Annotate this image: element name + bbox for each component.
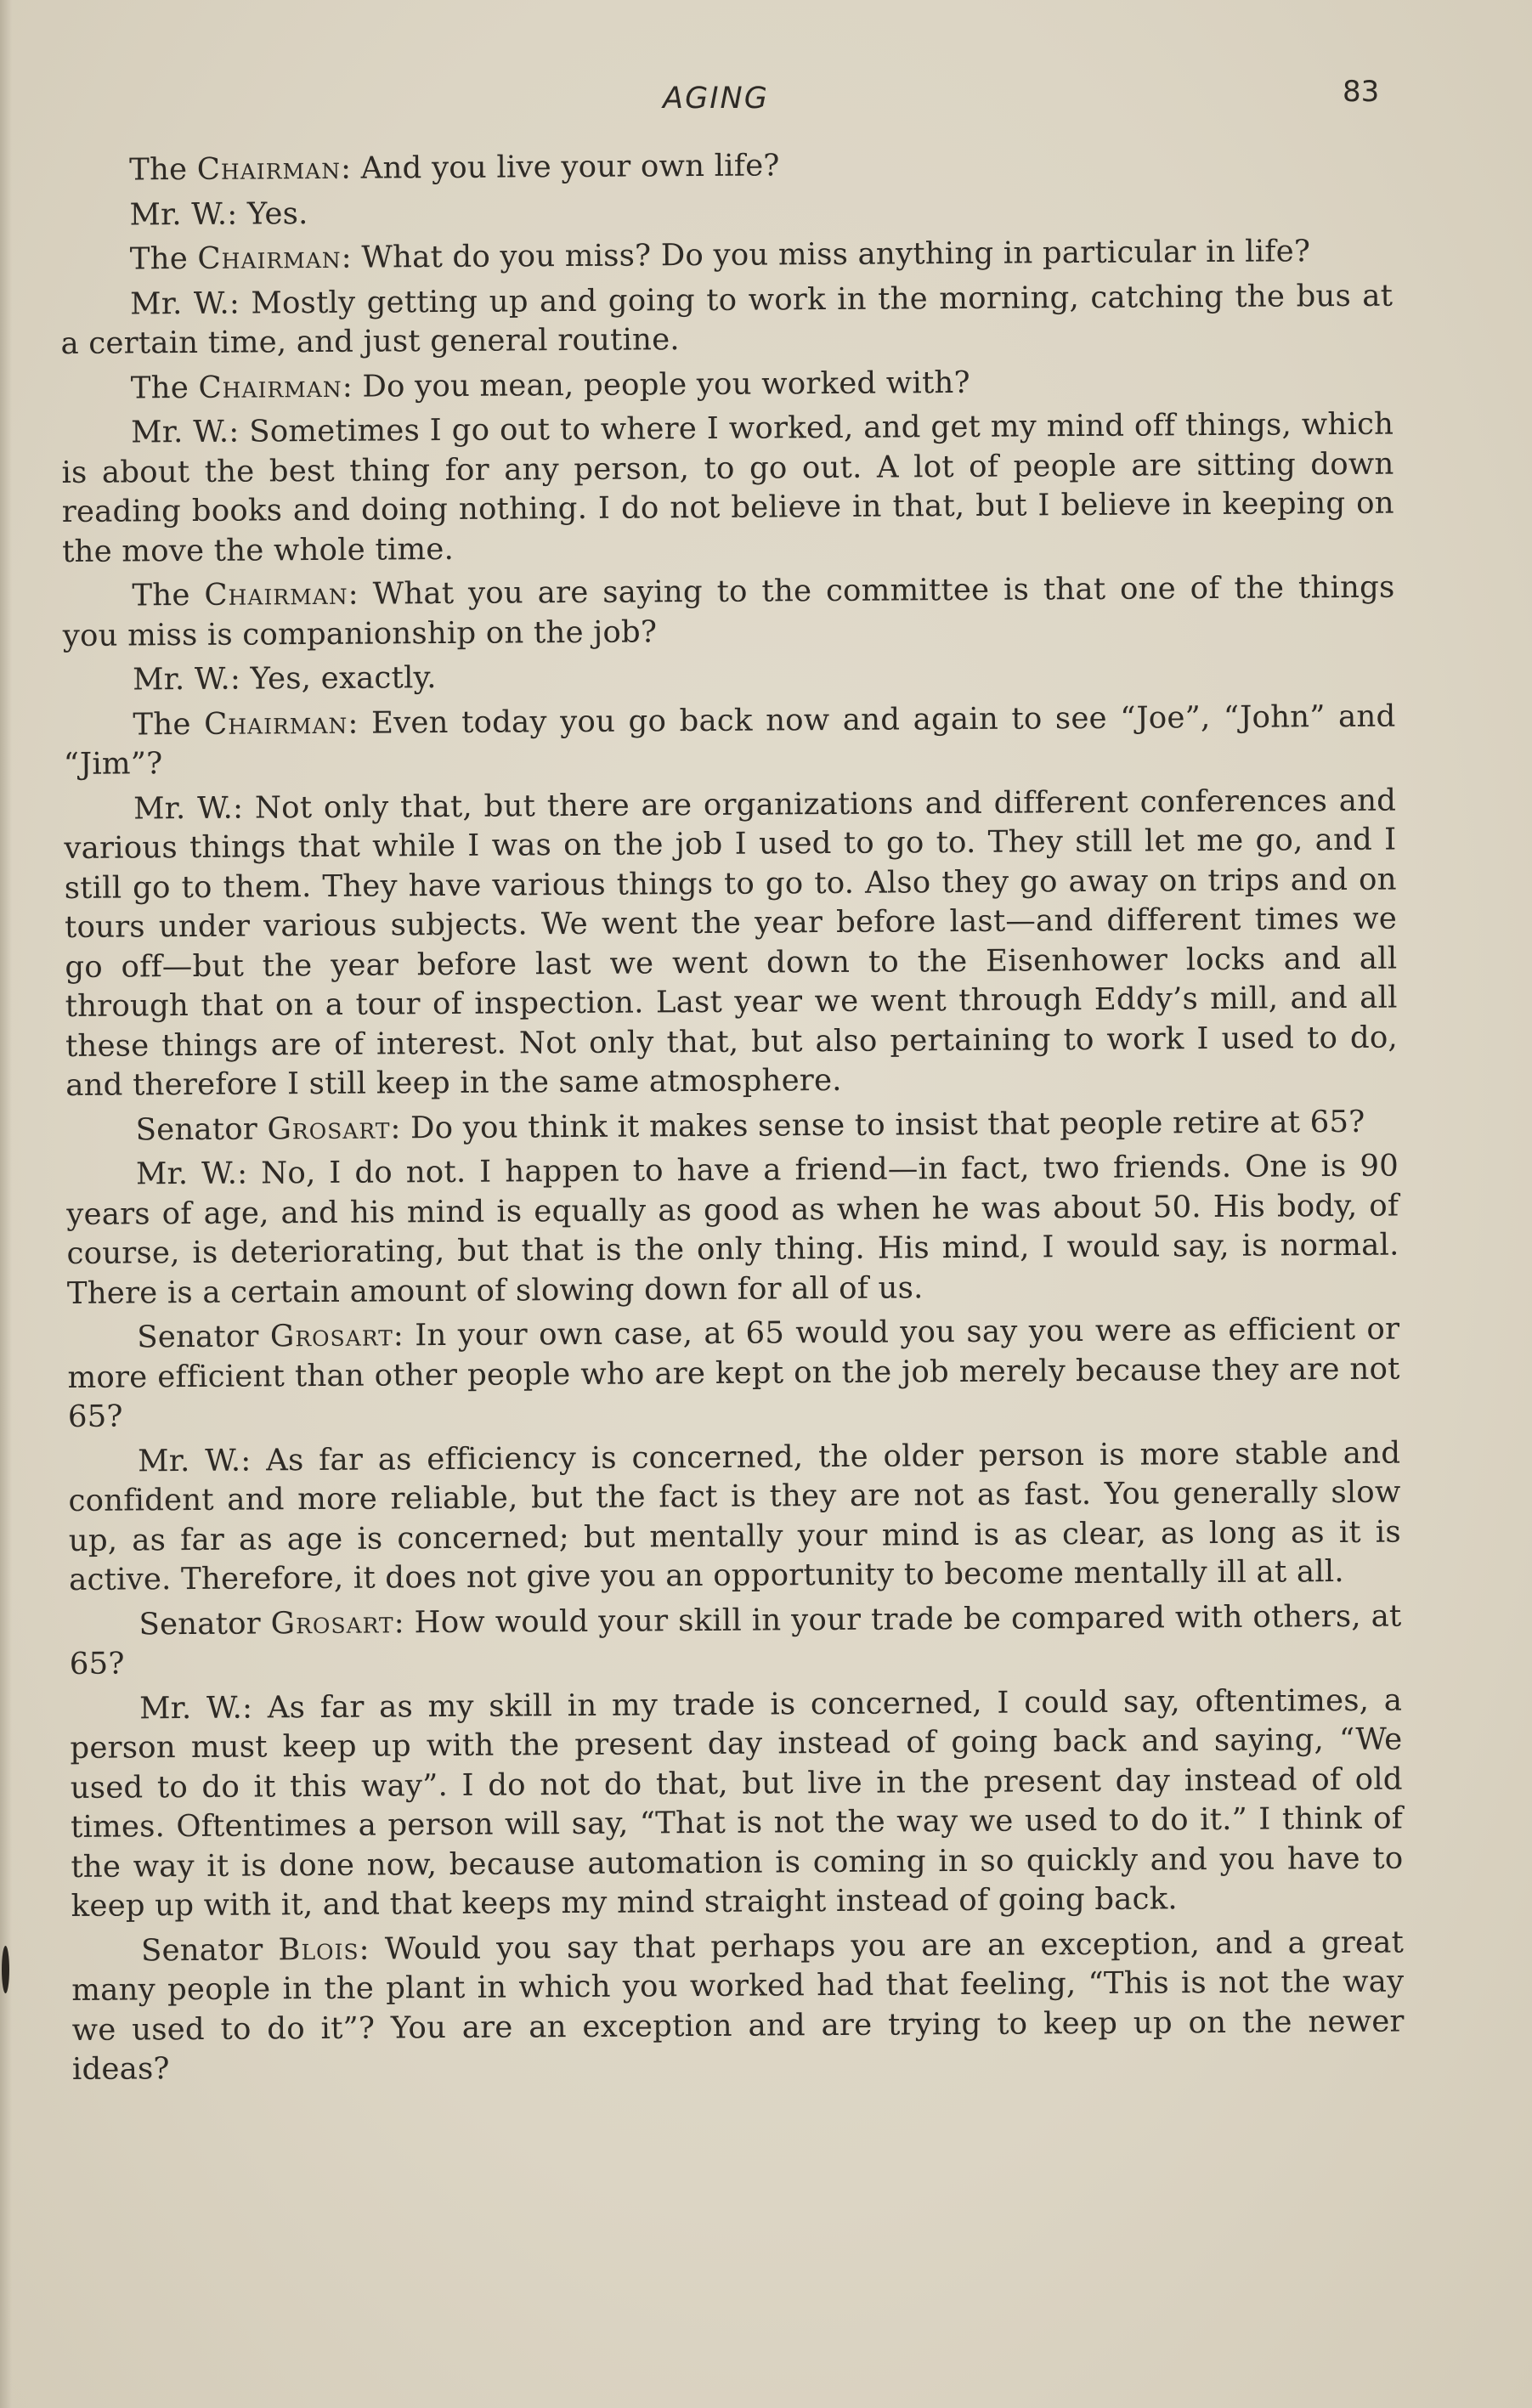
speech-text: In your own case, at 65 would you say you were as efficient or more efficient than other people who are kept on the job merely because they are not 65? bbox=[67, 1311, 1400, 1434]
transcript-paragraph: Mr. W.: Yes. bbox=[129, 195, 308, 232]
transcript-paragraph: The Chairman: What do you miss? Do you miss anything in particular in life? bbox=[129, 234, 1311, 277]
speaker-name: The Chairman bbox=[132, 576, 348, 613]
speaker-name: The Chairman bbox=[130, 369, 342, 405]
transcript-paragraph: Mr. W.: As far as efficiency is concerned, the older person is more stable and confident and more reliable, but the fact is they are not as fast. You generally slow up, as far as age is concerned; but mentally your mind is as clear, as long as it is active. Therefore, it does not give you an opportunity to become mentally ill at all. bbox=[68, 1435, 1401, 1597]
transcript-paragraph: The Chairman: Even today you go back now and again to see “Joe”, “John” and “Jim”? bbox=[63, 698, 1396, 782]
speaker-name: Mr. W. bbox=[138, 1443, 241, 1478]
speech-text: How would your skill in your trade be compared with others, at 65? bbox=[69, 1598, 1402, 1682]
binding-edge bbox=[0, 0, 12, 2408]
speech-text: As far as my skill in my trade is concerned, I could say, oftentimes, a person must keep up with the present day instead of going back and saying, “We used to do it this way”. I do not do that, but live in the present day instead of old times. Oftentimes a person will say, “That is not the way we used to do it.” I think of the way it is done now, because automation is coming in so quickly and you have to keep up with it, and that keeps my mind straight instead of going back. bbox=[70, 1682, 1404, 1924]
transcript-paragraph: Mr. W.: As far as my skill in my trade is concerned, I could say, oftentimes, a person must keep up with the present day instead of going back and saying, “We used to do it this way”. I do not do that, but live in the present day instead of old times. Oftentimes a person will say, “That is not the way we used to do it.” I think of the way it is done now, because automation is coming in so quickly and you have to keep up with it, and that keeps my mind straight instead of going back. bbox=[70, 1682, 1404, 1924]
speaker-name: The Chairman bbox=[133, 705, 348, 742]
speaker-name: Mr. W. bbox=[130, 285, 230, 321]
transcript-paragraph: Mr. W.: Mostly getting up and going to work in the morning, catching the bus at a certain time, and just general routine. bbox=[60, 278, 1393, 361]
speaker-name: Senator Grosart bbox=[139, 1604, 394, 1642]
speech-text: As far as efficiency is concerned, the older person is more stable and confident and more reliable, but the fact is they are not as fast. You generally slow up, as far as age is concerned; but mentally your mind is as clear, as long as it is active. Therefore, it does not give you an opportunity to become mentally ill at all. bbox=[68, 1435, 1401, 1597]
speaker-name: Mr. W. bbox=[129, 196, 228, 232]
transcript-paragraph: Senator Grosart: In your own case, at 65 would you say you were as efficient or more efficient than other people who are kept on the job merely because they are not 65? bbox=[67, 1311, 1400, 1434]
transcript-paragraph: Senator Grosart: How would your skill in your trade be compared with others, at 65? bbox=[69, 1598, 1402, 1682]
transcript-paragraph: The Chairman: Do you mean, people you worked with? bbox=[130, 365, 970, 405]
speaker-name: Senator Blois bbox=[140, 1931, 359, 1968]
page-header bbox=[0, 75, 1532, 126]
speech-text: No, I do not. I happen to have a friend—in fact, two friends. One is 90 years of age, and his mind is equally as good as when he was about 50. His body, of course, is deteriorating, but that is the only thing. His mind, I would say, is normal. There is a certain amount of slowing down for all of us. bbox=[66, 1148, 1399, 1311]
transcript-paragraph: Mr. W.: Sometimes I go out to where I worked, and get my mind off things, which is about the best thing for any person, to go out. A lot of people are sitting down reading books and doing nothing. I do not believe in that, but I believe in keeping on the move the whole time. bbox=[61, 406, 1394, 569]
transcript-paragraph: Senator Grosart: Do you think it makes sense to insist that people retire at 65? bbox=[135, 1104, 1365, 1147]
speech-text: Do you think it makes sense to insist that people retire at 65? bbox=[410, 1104, 1365, 1145]
transcript-paragraph: The Chairman: And you live your own life? bbox=[129, 148, 780, 188]
running-title: AGING bbox=[663, 82, 769, 116]
speech-text: Even today you go back now and again to see “Joe”, “John” and “Jim”? bbox=[63, 698, 1396, 782]
speaker-name: Mr. W. bbox=[132, 661, 231, 698]
speaker-name: The Chairman bbox=[129, 150, 342, 188]
transcript-body bbox=[59, 143, 1405, 2095]
speech-text: Yes. bbox=[246, 195, 308, 232]
speech-text: Yes, exactly. bbox=[250, 660, 437, 697]
speech-text: Would you say that perhaps you are an exception, and a great many people in the plant in which you worked had that feeling, “This is not the way we used to do it”? You are an exception and are trying to keep up on the newer ideas? bbox=[71, 1925, 1405, 2087]
speaker-name: Senator Grosart bbox=[137, 1318, 393, 1355]
speech-text: What do you miss? Do you miss anything in particular in life? bbox=[361, 234, 1311, 275]
speech-text: And you live your own life? bbox=[360, 148, 780, 186]
transcript-paragraph: The Chairman: What you are saying to the committee is that one of the things you miss is companionship on the job? bbox=[62, 569, 1395, 653]
speaker-name: Mr. W. bbox=[139, 1690, 243, 1726]
speaker-name: Mr. W. bbox=[135, 1156, 238, 1192]
page-number: 83 bbox=[1343, 75, 1380, 109]
speaker-name: The Chairman bbox=[129, 240, 342, 277]
speech-text: Not only that, but there are organizations and different conferences and various things that while I was on the job I used to go to. They still let me go, and I still go to them. They have various things to go to. Also they go away on trips and on tours under various subjects. We went the year before last—and different times we go off—but the year before last we went down to the Eisenhower locks and all through that on a tour of inspection. Last year we went through Eddy’s mill, and all these things are of interest. Not only that, but also pertaining to work I used to do, and therefore I still keep in the same atmosphere. bbox=[64, 783, 1399, 1103]
speaker-name: Senator Grosart bbox=[135, 1110, 391, 1147]
speech-text: Sometimes I go out to where I worked, and get my mind off things, which is about the best thing for any person, to go out. A lot of people are sitting down reading books and doing nothing. I do not believe in that, but I believe in keeping on the move the whole time. bbox=[61, 406, 1394, 569]
binding-mark bbox=[2, 1946, 9, 1993]
speech-text: What you are saying to the committee is that one of the things you miss is companionship on the job? bbox=[62, 569, 1395, 653]
transcript-paragraph: Mr. W.: Yes, exactly. bbox=[132, 660, 437, 698]
speech-text: Do you mean, people you worked with? bbox=[362, 365, 970, 404]
transcript-paragraph: Senator Blois: Would you say that perhaps you are an exception, and a great many people in the plant in which you worked had that feeling, “This is not the way we used to do it”? You are an exception and are trying to keep up on the newer ideas? bbox=[71, 1925, 1405, 2087]
speech-text: Mostly getting up and going to work in the morning, catching the bus at a certain time, and just general routine. bbox=[60, 278, 1393, 361]
transcript-paragraph: Mr. W.: Not only that, but there are organizations and different conferences and various things that while I was on the job I used to go to. They still let me go, and I still go to them. They have various things to go to. Also they go away on trips and on tours under various subjects. We went the year before last—and different times we go off—but the year before last we went down to the Eisenhower locks and all through that on a tour of inspection. Last year we went through Eddy’s mill, and all these things are of interest. Not only that, but also pertaining to work I used to do, and therefore I still keep in the same atmosphere. bbox=[64, 783, 1399, 1103]
speaker-name: Mr. W. bbox=[131, 414, 229, 450]
transcript-paragraph: Mr. W.: No, I do not. I happen to have a friend—in fact, two friends. One is 90 years of age, and his mind is equally as good as when he was about 50. His body, of course, is deteriorating, but that is the only thing. His mind, I would say, is normal. There is a certain amount of slowing down for all of us. bbox=[66, 1148, 1399, 1311]
speaker-name: Mr. W. bbox=[133, 790, 234, 826]
